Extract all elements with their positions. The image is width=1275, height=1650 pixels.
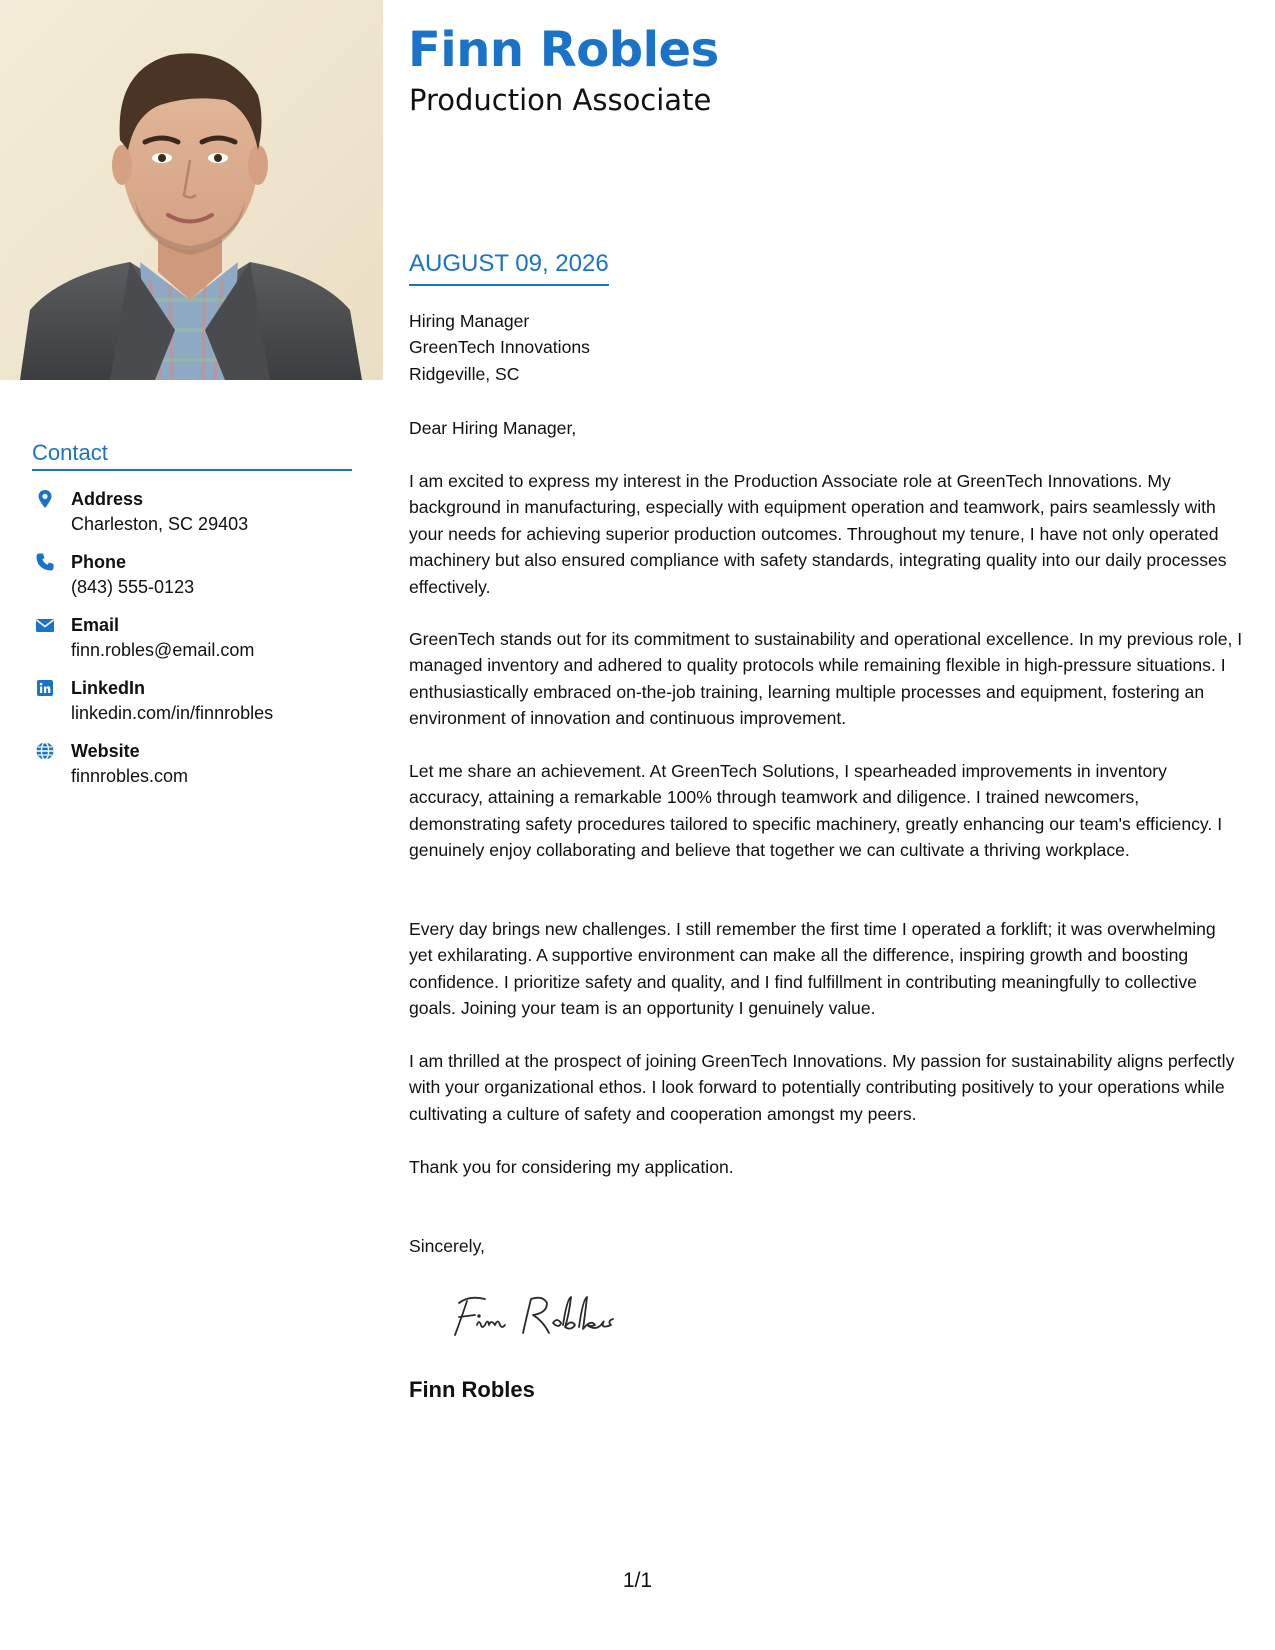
contact-heading: Contact	[32, 440, 352, 471]
recipient-title: Hiring Manager	[409, 311, 530, 331]
paragraph-1: I am excited to express my interest in the Production Associate role at GreenTech Innovations. My background in manufacturing, especially with equipment operation and teamwork, pairs seamlessly with your needs for achieving superior production outcomes. Throughout my tenure, I have not only operated machinery but also ensured compliance with safety standards, integrating quality into our daily processes effectively.	[409, 471, 1227, 597]
contact-linkedin	[32, 676, 362, 732]
address-value: Charleston, SC 29403	[71, 514, 249, 534]
recipient-location: Ridgeville, SC	[409, 363, 520, 384]
linkedin-icon	[35, 678, 55, 698]
phone-icon	[35, 552, 55, 572]
location-pin-icon	[35, 489, 55, 509]
contact-email	[32, 613, 362, 669]
paragraph-4: Every day brings new challenges. I still remember the first time I operated a forklift; it was overwhelming yet exhilarating. A supportive environment can make all the difference, inspiring growth and boosting confidence. I prioritize safety and quality, and I find fulfillment in contributing meaningfully to collective goals. Joining your team is an opportunity I genuinely value.	[409, 919, 1216, 1019]
contact-website	[32, 739, 362, 795]
paragraph-3: Let me share an achievement. At GreenTech Solutions, I spearheaded improvements in inventory accuracy, attaining a remarkable 100% through teamwork and diligence. I trained newcomers, demonstrating safety procedures tailored to specific machinery, greatly enhancing our team's efficiency. I genuinely enjoy collaborating and believe that together we can cultivate a thriving workplace.	[409, 761, 1223, 861]
website-label: Website	[71, 741, 140, 761]
email-label: Email	[71, 615, 120, 635]
address-label: Address	[71, 489, 144, 509]
email-icon	[35, 615, 55, 635]
recipient-block	[409, 308, 1244, 387]
globe-icon	[35, 741, 55, 761]
job-title: Production Associate	[409, 83, 712, 117]
paragraph-2: GreenTech stands out for its commitment to sustainability and operational excellence. In my previous role, I managed inventory and adhered to quality protocols while remaining flexible in high-pressure situations. I enthusiastically embraced on-the-job training, learning multiple processes and equipment, fostering an environment of innovation and continuous improvement.	[409, 629, 1243, 729]
thanks-line: Thank you for considering my application.	[409, 1157, 734, 1177]
letter-date: AUGUST 09, 2026	[409, 250, 609, 286]
website-value: finnrobles.com	[71, 766, 189, 786]
page-number: 1/1	[622, 1569, 653, 1592]
paragraph-5: I am thrilled at the prospect of joining GreenTech Innovations. My passion for sustainability aligns perfectly with your organizational ethos. I look forward to potentially contributing positively to your operations while cultivating a culture of safety and cooperation amongst my peers.	[409, 1051, 1235, 1124]
linkedin-label: LinkedIn	[71, 678, 146, 698]
email-value: finn.robles@email.com	[71, 640, 255, 660]
handwritten-signature	[445, 1285, 645, 1345]
salutation: Dear Hiring Manager,	[409, 418, 577, 438]
phone-label: Phone	[71, 552, 127, 572]
phone-value: (843) 555-0123	[71, 577, 195, 597]
linkedin-value: linkedin.com/in/finnrobles	[71, 703, 274, 723]
recipient-company: GreenTech Innovations	[409, 337, 590, 358]
profile-photo	[0, 0, 383, 380]
contact-phone	[32, 550, 362, 606]
signer-name: Finn Robles	[409, 1377, 535, 1402]
applicant-name: Finn Robles	[408, 22, 719, 78]
contact-address	[32, 487, 362, 543]
closing: Sincerely,	[409, 1236, 485, 1256]
